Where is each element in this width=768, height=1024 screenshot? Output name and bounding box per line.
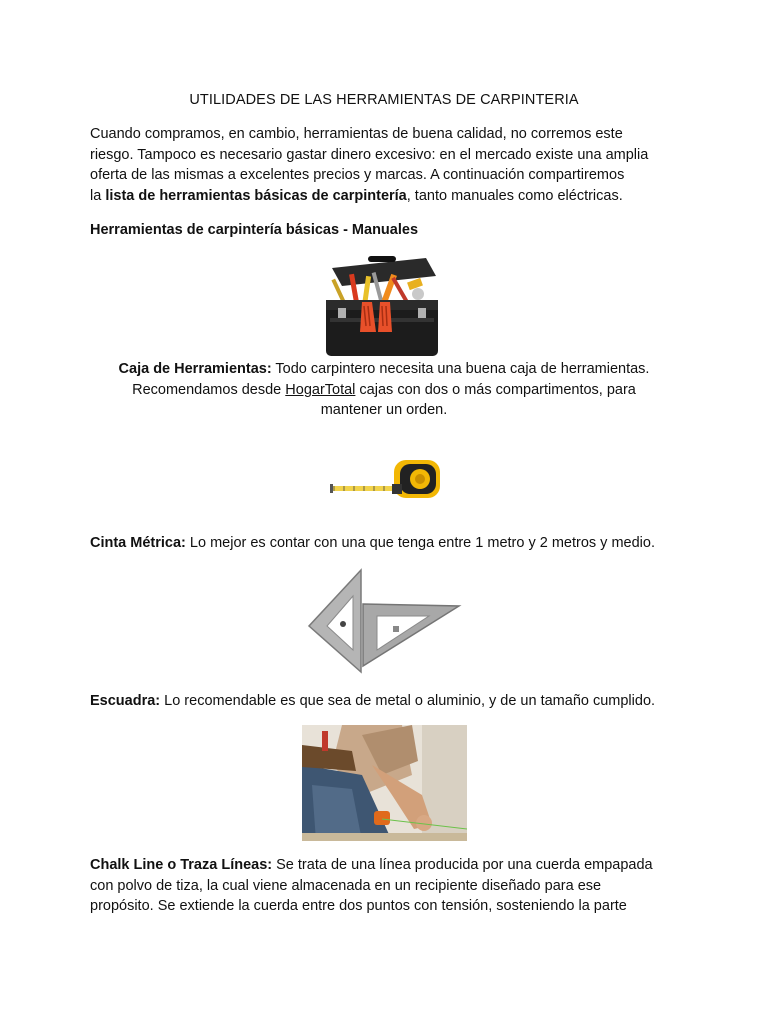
chalk-line-3: propósito. Se extiende la cuerda entre dos puntos con tensión, sosteniendo la parte bbox=[90, 898, 627, 914]
tape-measure-image bbox=[330, 456, 442, 502]
tape-line bbox=[90, 533, 690, 554]
intro-line-4-suffix: , tanto manuales como eléctricas. bbox=[406, 187, 623, 204]
toolbox-description bbox=[90, 359, 678, 421]
intro-line-4 bbox=[90, 186, 690, 207]
section-heading: Herramientas de carpintería básicas - Manuales bbox=[90, 222, 419, 238]
intro-line-2: riesgo. Tampoco es necesario gastar dinero excesivo: en el mercado existe una amplia bbox=[90, 146, 649, 163]
toolbox-line-3: mantener un orden. bbox=[320, 402, 448, 418]
toolbox-line-2-prefix: Recomendamos desde bbox=[132, 381, 286, 398]
intro-paragraph bbox=[90, 124, 690, 206]
tape-label: Cinta Métrica: bbox=[90, 535, 186, 551]
square-text: Lo recomendable es que sea de metal o aluminio, y de un tamaño cumplido. bbox=[160, 693, 656, 709]
toolbox-line-2-suffix: cajas con dos o más compartimentos, para bbox=[355, 381, 636, 398]
intro-bold-phrase: lista de herramientas básicas de carpintería bbox=[105, 187, 407, 204]
chalk-description bbox=[90, 855, 690, 917]
page-title: UTILIDADES DE LAS HERRAMIENTAS DE CARPINTERIA bbox=[189, 92, 579, 108]
hogartotal-link[interactable]: HogarTotal bbox=[285, 381, 356, 398]
chalk-line-photo bbox=[302, 725, 467, 841]
tape-text: Lo mejor es contar con una que tenga entre 1 metro y 2 metros y medio. bbox=[185, 535, 655, 551]
toolbox-line-2 bbox=[90, 380, 678, 401]
square-ruler-image bbox=[305, 566, 463, 678]
toolbox-line-1 bbox=[90, 359, 678, 380]
square-description bbox=[90, 691, 690, 712]
toolbox-image bbox=[318, 254, 444, 360]
intro-line-3: oferta de las mismas a excelentes precios y marcas. A continuación compartiremos bbox=[90, 167, 625, 183]
toolbox-line-1-text: Todo carpintero necesita una buena caja de herramientas. bbox=[271, 361, 650, 377]
chalk-line-1-text: Se trata de una línea producida por una cuerda empapada bbox=[272, 857, 653, 873]
tape-description bbox=[90, 533, 690, 554]
square-label: Escuadra: bbox=[90, 693, 161, 709]
chalk-label: Chalk Line o Traza Líneas: bbox=[90, 857, 273, 873]
toolbox-label: Caja de Herramientas: bbox=[118, 361, 272, 377]
intro-line-4-prefix: la bbox=[90, 187, 106, 204]
chalk-line-2: con polvo de tiza, la cual viene almacenada en un recipiente diseñado para ese bbox=[90, 877, 602, 894]
intro-line-1: Cuando compramos, en cambio, herramientas de buena calidad, no corremos este bbox=[90, 126, 623, 142]
chalk-line-1 bbox=[90, 855, 690, 876]
square-line bbox=[90, 691, 690, 712]
